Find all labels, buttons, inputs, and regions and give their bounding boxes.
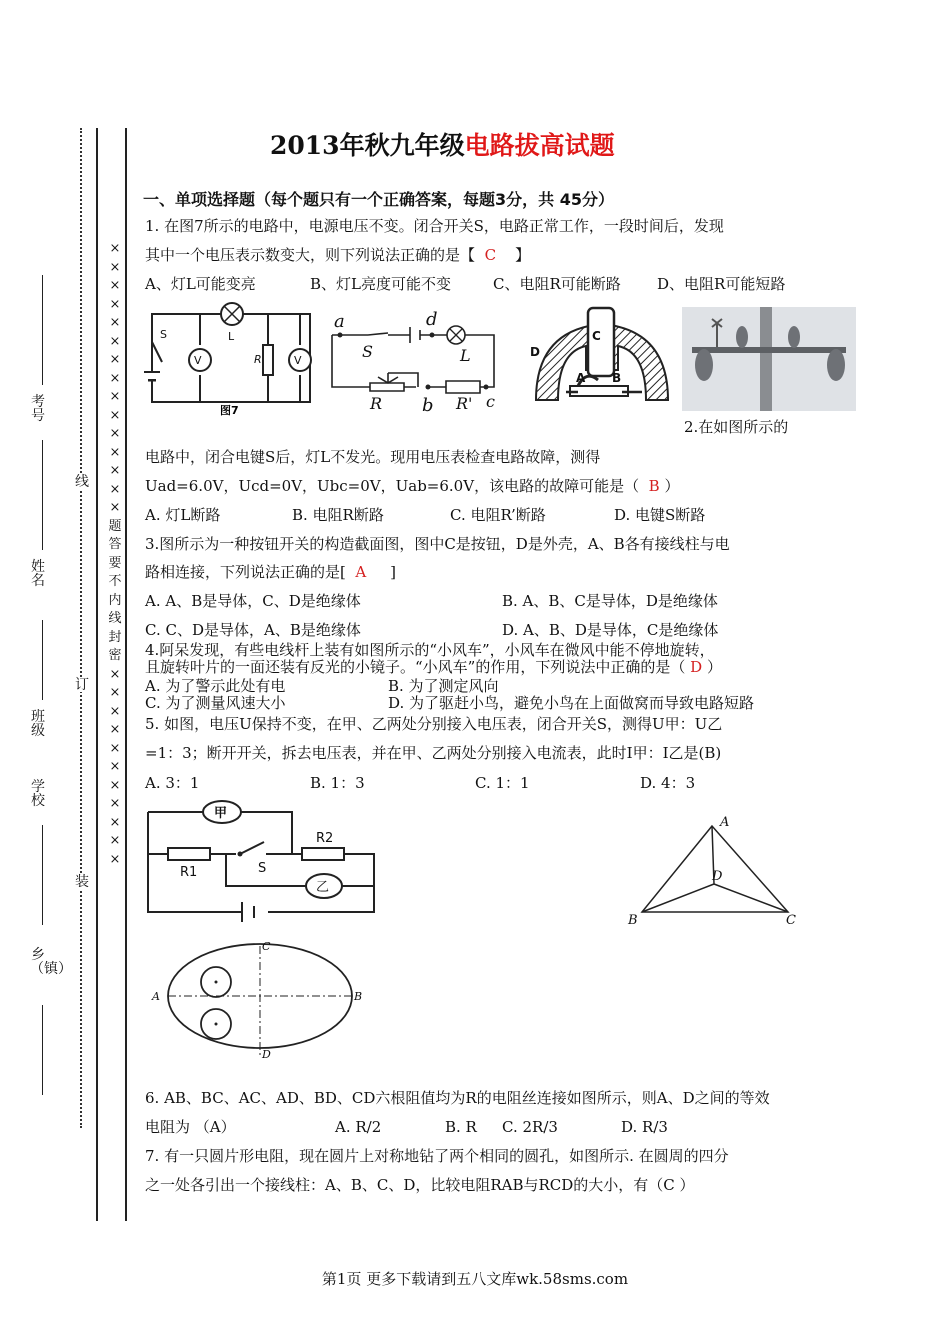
q2-intro: 2.在如图所示的: [684, 418, 789, 436]
margin-line-outer: [96, 128, 98, 1221]
q5-label-jia: 甲: [214, 806, 228, 821]
svg-text:V: V: [194, 354, 202, 367]
field-xingming: 姓名: [31, 559, 45, 589]
q2-label-r2: R': [456, 394, 473, 413]
svg-text:L: L: [228, 330, 235, 343]
q4-option-b: B. 为了测定风向: [388, 677, 499, 695]
q2-line1: 电路中，闭合电键S后，灯L不发光。现用电压表检查电路故障，测得: [145, 448, 601, 466]
q4-photo: [682, 307, 856, 411]
field-xingming-line: [42, 440, 43, 550]
q2-label-s: S: [362, 342, 373, 361]
q7-label-d: D: [262, 1048, 271, 1061]
q6-label-b: B: [628, 913, 638, 928]
field-xuexiao: 学校: [31, 779, 45, 809]
q2-label-r: R: [370, 394, 383, 413]
q3-label-d: D: [530, 345, 540, 359]
page-footer: 第1页 更多下载请到五八文库wk.58sms.com: [321, 1270, 629, 1288]
q6-option-c: C. 2R/3: [502, 1118, 558, 1136]
q4-line2: 且旋转叶片的一面还装有反光的小镜子。“小风车”的作用，下列说法中正确的是（ D ）: [145, 658, 722, 676]
seal-text-column: [106, 240, 124, 869]
q4-option-c: C. 为了测量风速大小: [145, 694, 286, 712]
q5-label-s: S: [258, 861, 267, 876]
q2-option-a: A. 灯L断路: [145, 506, 221, 524]
fig7-circuit: [140, 300, 325, 418]
q4-option-a: A. 为了警示此处有电: [145, 677, 286, 695]
q3-label-b: B: [612, 371, 622, 385]
q7-label-c: C: [262, 940, 271, 953]
binding-mark-zhuang: 装: [75, 874, 89, 890]
q1-option-a: A、灯L可能变亮: [145, 275, 256, 293]
q6-option-b: B. R: [445, 1118, 477, 1136]
field-kaohao-line: [42, 275, 43, 385]
q2-line2: Uad=6.0V，Ucd=0V，Ubc=0V，Uab=6.0V，该电路的故障可能是（ B ）: [145, 477, 680, 495]
svg-text:S: S: [160, 328, 167, 341]
svg-text:V: V: [294, 354, 302, 367]
q7-line1: 7. 有一只圆片形电阻，现在圆片上对称地钻了两个相同的圆孔，如图所示. 在圆周的四分: [145, 1147, 729, 1165]
q1-option-c: C、电阻R可能断路: [493, 275, 621, 293]
q2-label-a: a: [334, 311, 345, 332]
q6-label-c: C: [786, 913, 796, 928]
q7-label-a: A: [152, 990, 160, 1003]
q5-option-b: B. 1：3: [310, 774, 365, 792]
section-heading: 一、单项选择题（每个题只有一个正确答案，每题3分，共 45分）: [143, 190, 614, 209]
page-title: 2013年秋九年级电路拔高试题: [270, 131, 615, 160]
field-xiangzhen-line: [42, 1005, 43, 1095]
q6-label-d: D: [712, 869, 723, 884]
dotted-binding-line: [80, 128, 82, 1128]
q3-answer: A: [355, 563, 367, 581]
q5-option-a: A. 3：1: [145, 774, 200, 792]
q6-label-a: A: [720, 815, 730, 830]
field-banji-line: [42, 620, 43, 700]
q5-option-c: C. 1：1: [475, 774, 530, 792]
q7-label-b: B: [354, 990, 363, 1003]
q5-label-r2: R2: [316, 831, 334, 846]
field-xiangzhen: 乡（镇）: [30, 947, 72, 977]
q3-option-a: A. A、B是导体，C、D是绝缘体: [145, 592, 361, 610]
q2-option-c: C. 电阻R’断路: [450, 506, 546, 524]
q6-option-a: A. R/2: [335, 1118, 382, 1136]
q2-answer: B: [648, 477, 660, 495]
q2-label-l: L: [460, 346, 471, 365]
fig7-resistor: [263, 345, 273, 375]
q5-label-yi: 乙: [316, 880, 330, 895]
fig7-label: 图7: [220, 404, 239, 417]
q5-line2: =1：3；断开开关，拆去电压表，并在甲、乙两处分别接入电流表，此时I甲：I乙是(B): [145, 744, 722, 762]
q6-line1: 6. AB、BC、AC、AD、BD、CD六根阻值均为R的电阻丝连接如图所示，则A、D之间的等效: [145, 1089, 770, 1107]
binding-mark-xian: 线: [75, 474, 89, 490]
binding-mark-ding: 订: [75, 677, 89, 693]
field-kaohao: 考号: [31, 394, 45, 424]
q3-button-figure: [526, 300, 678, 415]
margin-line-inner: [125, 128, 127, 1221]
q7-line2: 之一处各引出一个接线柱：A、B、C、D，比较电阻RAB与RCD的大小，有（C ）: [145, 1176, 695, 1194]
q2-label-b: b: [422, 395, 434, 416]
q2-label-c: c: [486, 392, 495, 411]
svg-text:R: R: [254, 353, 262, 366]
q7-disc-figure: [148, 940, 368, 1062]
q5-option-d: D. 4：3: [640, 774, 696, 792]
q3-label-c: C: [592, 329, 601, 343]
q3-option-b: B. A、B、C是导体，D是绝缘体: [502, 592, 718, 610]
q2-option-d: D. 电键S断路: [614, 506, 706, 524]
q5-line1: 5. 如图，电压U保持不变，在甲、乙两处分别接入电压表，闭合开关S，测得U甲：U乙: [145, 715, 723, 733]
q3-line2: 路相连接，下列说法正确的是[ A ]: [145, 563, 396, 581]
q6-line2: 电阻为 （A）: [145, 1118, 236, 1136]
q4-option-d: D. 为了驱赶小鸟，避免小鸟在上面做窝而导致电路短路: [388, 694, 755, 712]
field-xuexiao-line: [42, 825, 43, 925]
field-banji: 班级: [31, 709, 45, 739]
q3-option-d: D. A、B、D是导体，C是绝缘体: [502, 621, 719, 639]
q6-option-d: D. R/3: [621, 1118, 668, 1136]
q3-line1: 3.图所示为一种按钮开关的构造截面图，图中C是按钮，D是外壳，A、B各有接线柱与电: [145, 535, 730, 553]
q6-triangle-figure: [624, 812, 810, 930]
q4-line1: 4.阿呆发现，有些电线杆上装有如图所示的“小风车”，小风车在微风中能不停地旋转，: [145, 641, 715, 659]
seal-text: ×××××××××××××××题答要不内线封密×××××××××××: [108, 241, 122, 867]
q1-answer: C: [484, 246, 497, 264]
q5-label-r1: R1: [180, 865, 198, 880]
q3-option-c: C. C、D是导体，A、B是绝缘体: [145, 621, 361, 639]
q5-circuit: [142, 798, 378, 924]
q1-line2: 其中一个电压表示数变大，则下列说法正确的是【 C 】: [145, 246, 531, 264]
q1-option-b: B、灯L亮度可能不变: [310, 275, 451, 293]
q1-line1: 1. 在图7所示的电路中，电源电压不变。闭合开关S，电路正常工作，一段时间后，发现: [145, 217, 724, 235]
q2-label-d: d: [426, 309, 438, 330]
q3-label-a: A: [576, 371, 586, 385]
q4-answer: D: [690, 658, 703, 676]
q2-circuit: [328, 305, 510, 417]
q1-option-d: D、电阻R可能短路: [657, 275, 786, 293]
q2-option-b: B. 电阻R断路: [292, 506, 384, 524]
